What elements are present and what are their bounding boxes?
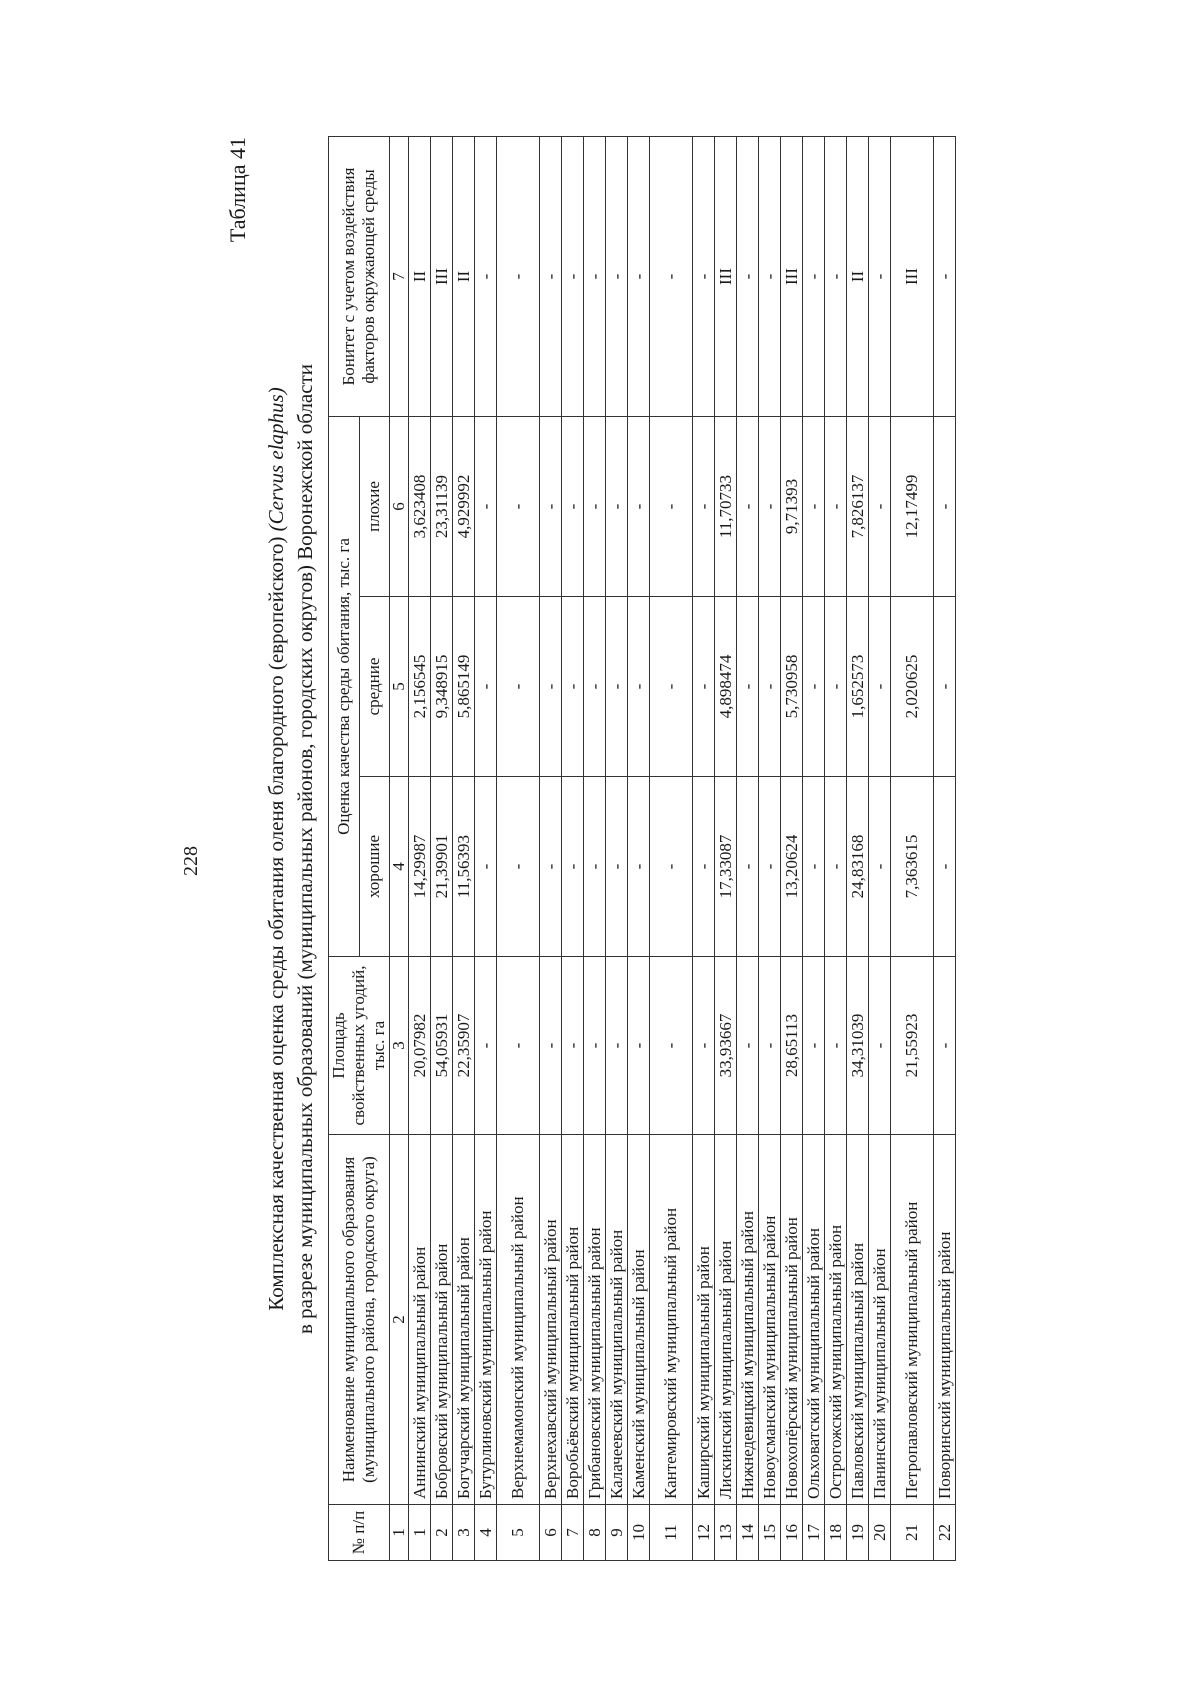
- row-number: 7: [562, 1505, 584, 1561]
- good-value: -: [628, 777, 650, 957]
- district-name: Новохопёрский муниципальный район: [781, 1135, 803, 1505]
- medium-value: -: [693, 597, 715, 777]
- good-value: -: [737, 777, 759, 957]
- table-row: [584, 137, 606, 1561]
- bad-value: -: [650, 417, 693, 597]
- area-value: -: [869, 957, 891, 1135]
- column-number: 2: [390, 1135, 409, 1505]
- area-value: 54,05931: [431, 957, 453, 1135]
- header-row-1: [329, 137, 360, 1561]
- bonitet-value: -: [584, 137, 606, 417]
- good-value: -: [650, 777, 693, 957]
- row-number: 2: [431, 1505, 453, 1561]
- row-number: 20: [869, 1505, 891, 1561]
- header-quality: Оценка качества среды обитания, тыс. га: [329, 417, 360, 957]
- table-row: [934, 137, 956, 1561]
- bad-value: -: [540, 417, 562, 597]
- good-value: -: [497, 777, 540, 957]
- bad-value: -: [934, 417, 956, 597]
- table-row: [409, 137, 431, 1561]
- bad-value: -: [497, 417, 540, 597]
- medium-value: -: [540, 597, 562, 777]
- bad-value: 11,70733: [715, 417, 737, 597]
- column-number: 4: [390, 777, 409, 957]
- table-row: [650, 137, 693, 1561]
- bonitet-value: -: [934, 137, 956, 417]
- bonitet-value: -: [628, 137, 650, 417]
- district-name: Воробьёвский муниципальный район: [562, 1135, 584, 1505]
- district-name: Поворинский муниципальный район: [934, 1135, 956, 1505]
- district-name: Бутурлиновский муниципальный район: [475, 1135, 497, 1505]
- row-number: 17: [803, 1505, 825, 1561]
- good-value: -: [759, 777, 781, 957]
- area-value: 20,07982: [409, 957, 431, 1135]
- bad-value: -: [584, 417, 606, 597]
- area-value: 28,65113: [781, 957, 803, 1135]
- title-line-2: в разрезе муниципальных образований (муниципальных районов, городских округов) Воронежской области: [293, 364, 317, 1335]
- header-num: № п/п: [329, 1505, 390, 1561]
- bonitet-value: II: [453, 137, 475, 417]
- row-number: 8: [584, 1505, 606, 1561]
- medium-value: 2,020625: [891, 597, 934, 777]
- district-name: Ольховатский муниципальный район: [803, 1135, 825, 1505]
- area-value: -: [759, 957, 781, 1135]
- bad-value: 7,826137: [847, 417, 869, 597]
- good-value: 17,33087: [715, 777, 737, 957]
- title-latin-name: (Cervus elaphus): [264, 387, 288, 532]
- good-value: -: [825, 777, 847, 957]
- area-value: -: [737, 957, 759, 1135]
- bad-value: -: [475, 417, 497, 597]
- bad-value: -: [825, 417, 847, 597]
- bonitet-value: -: [759, 137, 781, 417]
- area-value: 22,35907: [453, 957, 475, 1135]
- medium-value: -: [475, 597, 497, 777]
- row-number: 5: [497, 1505, 540, 1561]
- district-name: Грибановский муниципальный район: [584, 1135, 606, 1505]
- bonitet-value: -: [540, 137, 562, 417]
- medium-value: -: [803, 597, 825, 777]
- district-name: Новоусманский муниципальный район: [759, 1135, 781, 1505]
- table-row: [759, 137, 781, 1561]
- table-row: [431, 137, 453, 1561]
- district-name: Калачеевский муниципальный район: [606, 1135, 628, 1505]
- table-row: [825, 137, 847, 1561]
- bad-value: -: [869, 417, 891, 597]
- table-row: [715, 137, 737, 1561]
- medium-value: 4,898474: [715, 597, 737, 777]
- row-number: 21: [891, 1505, 934, 1561]
- medium-value: -: [759, 597, 781, 777]
- good-value: -: [869, 777, 891, 957]
- column-number: 6: [390, 417, 409, 597]
- area-value: -: [562, 957, 584, 1135]
- header-name: Наименование муниципального образования (муниципального района, городского округа): [329, 1135, 390, 1505]
- row-number: 10: [628, 1505, 650, 1561]
- district-name: Бобровский муниципальный район: [431, 1135, 453, 1505]
- bonitet-value: -: [475, 137, 497, 417]
- area-value: -: [540, 957, 562, 1135]
- good-value: 13,20624: [781, 777, 803, 957]
- header-bonitet: Бонитет с учетом воздействия факторов окружающей среды: [329, 137, 390, 417]
- area-value: -: [584, 957, 606, 1135]
- area-value: -: [650, 957, 693, 1135]
- good-value: -: [803, 777, 825, 957]
- table-body: [409, 137, 956, 1561]
- medium-value: 9,348915: [431, 597, 453, 777]
- bonitet-value: -: [497, 137, 540, 417]
- medium-value: -: [650, 597, 693, 777]
- district-name: Нижнедевицкий муниципальный район: [737, 1135, 759, 1505]
- good-value: -: [934, 777, 956, 957]
- row-number: 15: [759, 1505, 781, 1561]
- row-number: 19: [847, 1505, 869, 1561]
- bonitet-value: -: [737, 137, 759, 417]
- good-value: -: [693, 777, 715, 957]
- medium-value: -: [584, 597, 606, 777]
- row-number: 9: [606, 1505, 628, 1561]
- column-number: 7: [390, 137, 409, 417]
- medium-value: 2,156545: [409, 597, 431, 777]
- header-bad: плохие: [359, 417, 390, 597]
- district-name: Каширский муниципальный район: [693, 1135, 715, 1505]
- district-name: Каменский муниципальный район: [628, 1135, 650, 1505]
- good-value: 24,83168: [847, 777, 869, 957]
- table-row: [737, 137, 759, 1561]
- district-name: Острогожский муниципальный район: [825, 1135, 847, 1505]
- bonitet-value: III: [715, 137, 737, 417]
- bad-value: -: [628, 417, 650, 597]
- row-number: 22: [934, 1505, 956, 1561]
- area-value: -: [497, 957, 540, 1135]
- area-value: -: [475, 957, 497, 1135]
- area-value: -: [606, 957, 628, 1135]
- column-number: 3: [390, 957, 409, 1135]
- table-row: [891, 137, 934, 1561]
- bad-value: 12,17499: [891, 417, 934, 597]
- header-area: Площадь свойственных угодий, тыс. га: [329, 957, 390, 1135]
- table-row: [453, 137, 475, 1561]
- table-row: [497, 137, 540, 1561]
- bonitet-value: -: [825, 137, 847, 417]
- table-row: [869, 137, 891, 1561]
- area-value: -: [825, 957, 847, 1135]
- bad-value: -: [737, 417, 759, 597]
- bad-value: -: [562, 417, 584, 597]
- row-number: 3: [453, 1505, 475, 1561]
- bonitet-value: -: [606, 137, 628, 417]
- row-number: 1: [409, 1505, 431, 1561]
- bad-value: -: [606, 417, 628, 597]
- bad-value: -: [803, 417, 825, 597]
- bad-value: 3,623408: [409, 417, 431, 597]
- medium-value: -: [934, 597, 956, 777]
- district-name: Панинский муниципальный район: [869, 1135, 891, 1505]
- bonitet-value: II: [847, 137, 869, 417]
- district-name: Лискинский муниципальный район: [715, 1135, 737, 1505]
- good-value: -: [606, 777, 628, 957]
- area-value: 33,93667: [715, 957, 737, 1135]
- medium-value: 5,730958: [781, 597, 803, 777]
- habitat-quality-table: [328, 136, 956, 1561]
- bad-value: 4,929992: [453, 417, 475, 597]
- page-number: 228: [180, 846, 202, 876]
- row-number: 4: [475, 1505, 497, 1561]
- good-value: 21,39901: [431, 777, 453, 957]
- medium-value: -: [737, 597, 759, 777]
- row-number: 11: [650, 1505, 693, 1561]
- good-value: -: [475, 777, 497, 957]
- bonitet-value: -: [650, 137, 693, 417]
- bad-value: 23,31139: [431, 417, 453, 597]
- district-name: Верхнемамонский муниципальный район: [497, 1135, 540, 1505]
- medium-value: -: [825, 597, 847, 777]
- row-number: 18: [825, 1505, 847, 1561]
- district-name: Верхнехавский муниципальный район: [540, 1135, 562, 1505]
- district-name: Кантемировский муниципальный район: [650, 1135, 693, 1505]
- district-name: Аннинский муниципальный район: [409, 1135, 431, 1505]
- column-number: 1: [390, 1505, 409, 1561]
- row-number: 12: [693, 1505, 715, 1561]
- medium-value: -: [606, 597, 628, 777]
- title-line-1: [262, 137, 291, 1561]
- table-row: [693, 137, 715, 1561]
- table-row: [781, 137, 803, 1561]
- bonitet-value: -: [562, 137, 584, 417]
- table-row: [540, 137, 562, 1561]
- bad-value: -: [693, 417, 715, 597]
- good-value: 11,56393: [453, 777, 475, 957]
- good-value: -: [584, 777, 606, 957]
- area-value: -: [934, 957, 956, 1135]
- bonitet-value: III: [781, 137, 803, 417]
- area-value: 34,31039: [847, 957, 869, 1135]
- area-value: -: [693, 957, 715, 1135]
- bonitet-value: -: [803, 137, 825, 417]
- district-name: Павловский муниципальный район: [847, 1135, 869, 1505]
- table-row: [606, 137, 628, 1561]
- bonitet-value: -: [869, 137, 891, 417]
- area-value: 21,55923: [891, 957, 934, 1135]
- table-row: [628, 137, 650, 1561]
- row-number: 14: [737, 1505, 759, 1561]
- medium-value: -: [562, 597, 584, 777]
- bad-value: 9,71393: [781, 417, 803, 597]
- district-name: Петропавловский муниципальный район: [891, 1135, 934, 1505]
- medium-value: -: [869, 597, 891, 777]
- table-label: Таблица 41: [225, 137, 250, 243]
- bonitet-value: III: [431, 137, 453, 417]
- good-value: 7,363615: [891, 777, 934, 957]
- medium-value: 1,652573: [847, 597, 869, 777]
- row-number: 13: [715, 1505, 737, 1561]
- good-value: 14,29987: [409, 777, 431, 957]
- table-row: [475, 137, 497, 1561]
- table-title: [262, 137, 320, 1561]
- table-row: [562, 137, 584, 1561]
- table-row: [803, 137, 825, 1561]
- bad-value: -: [759, 417, 781, 597]
- medium-value: -: [628, 597, 650, 777]
- header-good: хорошие: [359, 777, 390, 957]
- good-value: -: [562, 777, 584, 957]
- table-row: [847, 137, 869, 1561]
- column-number: 5: [390, 597, 409, 777]
- district-name: Богучарский муниципальный район: [453, 1135, 475, 1505]
- medium-value: 5,865149: [453, 597, 475, 777]
- medium-value: -: [497, 597, 540, 777]
- header-medium: средние: [359, 597, 390, 777]
- title-line-1-text: Комплексная качественная оценка среды обитания оленя благородного (европейского): [264, 536, 288, 1311]
- bonitet-value: -: [693, 137, 715, 417]
- row-number: 6: [540, 1505, 562, 1561]
- bonitet-value: II: [409, 137, 431, 417]
- area-value: -: [628, 957, 650, 1135]
- row-number: 16: [781, 1505, 803, 1561]
- column-number-row: [390, 137, 409, 1561]
- area-value: -: [803, 957, 825, 1135]
- bonitet-value: III: [891, 137, 934, 417]
- good-value: -: [540, 777, 562, 957]
